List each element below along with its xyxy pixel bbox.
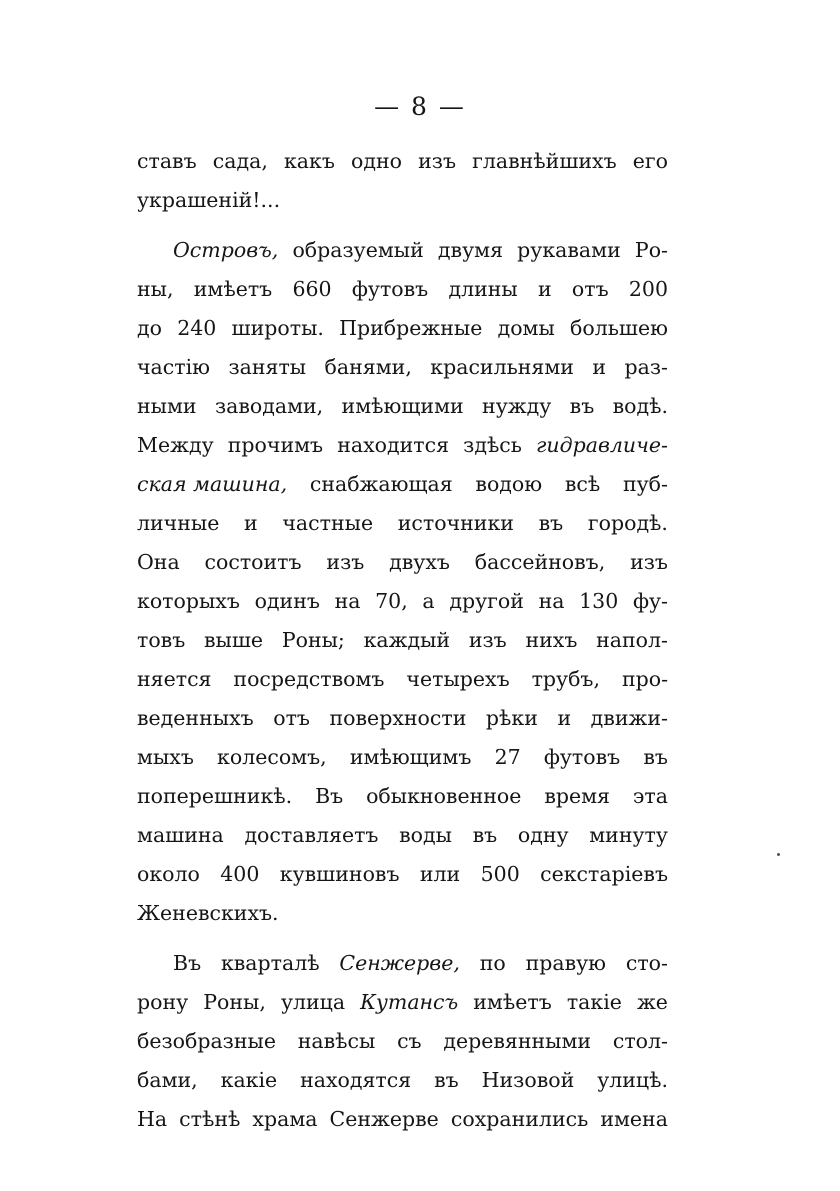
word: банями, xyxy=(324,355,412,379)
word: снабжающая xyxy=(309,472,453,496)
word: имѣющими xyxy=(341,394,464,418)
word: поверхности xyxy=(329,706,467,730)
word: находится xyxy=(337,433,450,457)
word: красильнями xyxy=(430,355,574,379)
text-line xyxy=(137,582,668,621)
word: какіе xyxy=(220,1068,278,1092)
word: пуб- xyxy=(622,472,668,496)
word: храма xyxy=(252,1107,318,1131)
word: время xyxy=(544,784,610,808)
word: четырехъ xyxy=(406,667,510,691)
word: другой xyxy=(449,589,524,613)
word: состоитъ xyxy=(204,550,302,574)
word: безобразные xyxy=(137,1029,276,1053)
text-line xyxy=(137,944,668,983)
word: 27 xyxy=(494,745,521,769)
word: которыхъ xyxy=(137,589,240,613)
word: деревянными xyxy=(443,1029,592,1053)
word: личные xyxy=(137,511,220,535)
word: имѣющимъ xyxy=(349,745,472,769)
word: его xyxy=(632,149,668,173)
word: 400 xyxy=(220,862,260,886)
word: секстаріевъ xyxy=(540,862,668,886)
text-line xyxy=(137,816,668,855)
word: воды xyxy=(399,823,452,847)
word: ными xyxy=(137,394,197,418)
page-number: — 8 — xyxy=(374,92,466,121)
word: Сенжерве xyxy=(329,1107,439,1131)
text-line xyxy=(137,270,668,309)
word: веденныхъ xyxy=(137,706,254,730)
word: образуемый xyxy=(292,238,424,262)
word: имена xyxy=(600,1107,668,1131)
word: частію xyxy=(137,355,211,379)
word: стѣнѣ xyxy=(179,1107,241,1131)
word: про- xyxy=(621,667,668,691)
word: имѣетъ xyxy=(473,990,552,1014)
word: кварталѣ xyxy=(220,951,320,975)
word: футовъ xyxy=(543,745,621,769)
text-line xyxy=(137,231,668,270)
word: раз- xyxy=(624,355,668,379)
word: правую xyxy=(525,951,607,975)
word: 200 xyxy=(628,277,668,301)
italic-word: гидравличе- xyxy=(536,433,668,457)
word: до xyxy=(137,316,162,340)
word: или xyxy=(419,862,461,886)
word: домы xyxy=(497,316,555,340)
word: всѣ xyxy=(564,472,601,496)
word: улицѣ. xyxy=(597,1068,668,1092)
word: и xyxy=(244,511,258,535)
word: главнѣйшихъ xyxy=(472,149,617,173)
body-text xyxy=(137,142,668,1139)
margin-dot xyxy=(777,853,780,856)
word: нужду xyxy=(482,394,552,418)
text-line xyxy=(137,181,668,220)
word: и xyxy=(537,277,552,301)
word: около xyxy=(137,862,200,886)
word: а xyxy=(422,589,435,613)
word: изъ xyxy=(326,550,365,574)
word: длины xyxy=(448,277,518,301)
word: машина xyxy=(137,823,224,847)
word: одинъ xyxy=(254,589,320,613)
word: движи- xyxy=(590,706,668,730)
word: кувшиновъ xyxy=(279,862,400,886)
text-line xyxy=(137,621,668,660)
text-line xyxy=(137,1022,668,1061)
word: Она xyxy=(137,550,180,574)
word: 500 xyxy=(480,862,520,886)
text-line xyxy=(137,777,668,816)
italic-word: ская машина, xyxy=(137,472,288,496)
word: обыкновенное xyxy=(366,784,522,808)
text-line xyxy=(137,894,668,933)
word: колесомъ, xyxy=(217,745,327,769)
word: ставъ xyxy=(137,149,197,173)
word: рукавами xyxy=(517,238,621,262)
word: находятся xyxy=(300,1068,412,1092)
word: навѣсы xyxy=(297,1029,376,1053)
word: выше xyxy=(204,628,264,652)
word: рѣки xyxy=(485,706,538,730)
text-line xyxy=(137,387,668,426)
word: источники xyxy=(397,511,514,535)
word: одну xyxy=(517,823,569,847)
word: трубъ, xyxy=(531,667,600,691)
word: какъ xyxy=(283,149,335,173)
word: стол- xyxy=(612,1029,668,1053)
word: ны, xyxy=(137,277,174,301)
word: городѣ. xyxy=(587,511,668,535)
word: сто- xyxy=(625,951,668,975)
word: сада, xyxy=(212,149,268,173)
word: въ xyxy=(643,745,668,769)
word: заводами, xyxy=(214,394,324,418)
word: въ xyxy=(538,511,564,535)
text-line xyxy=(137,309,668,348)
word: и xyxy=(592,355,607,379)
word: водѣ. xyxy=(612,394,668,418)
word: товъ xyxy=(137,628,186,652)
word: изъ xyxy=(418,149,456,173)
word: Прибрежные xyxy=(339,316,483,340)
word: съ xyxy=(397,1029,422,1053)
word: Женевскихъ. xyxy=(137,901,279,925)
word: Въ xyxy=(173,951,202,975)
word: Въ xyxy=(315,784,344,808)
word: Между xyxy=(137,433,214,457)
word: бами, xyxy=(137,1068,198,1092)
word: эта xyxy=(632,784,668,808)
word: прочимъ xyxy=(227,433,324,457)
word: отъ xyxy=(571,277,609,301)
word: поперешникѣ. xyxy=(137,784,293,808)
italic-word: Сенжерве, xyxy=(339,951,460,975)
word: на xyxy=(334,589,361,613)
word: Низовой xyxy=(481,1068,575,1092)
italic-word: Кутансъ xyxy=(360,990,459,1014)
word: Роны, xyxy=(203,990,266,1014)
text-line xyxy=(137,465,668,504)
word: доставляетъ xyxy=(244,823,379,847)
word: 660 xyxy=(292,277,332,301)
word: украшеній!... xyxy=(137,188,281,212)
word: На xyxy=(137,1107,168,1131)
text-line xyxy=(137,504,668,543)
word: частные xyxy=(282,511,374,535)
word: мыхъ xyxy=(137,745,194,769)
word: одно xyxy=(350,149,402,173)
word: улица xyxy=(280,990,346,1014)
text-line xyxy=(137,426,668,465)
word: бассейновъ, xyxy=(474,550,606,574)
word: и xyxy=(557,706,572,730)
word: нихъ xyxy=(525,628,578,652)
text-line xyxy=(137,543,668,582)
word: заняты xyxy=(228,355,307,379)
word: минуту xyxy=(589,823,668,847)
word: въ xyxy=(569,394,595,418)
word: же xyxy=(636,990,668,1014)
word: имѣетъ xyxy=(193,277,273,301)
word: двухъ xyxy=(389,550,450,574)
text-line xyxy=(137,738,668,777)
word: каждый xyxy=(363,628,451,652)
word: изъ xyxy=(468,628,507,652)
word: въ xyxy=(434,1068,459,1092)
word: широты. xyxy=(231,316,324,340)
word: Ро- xyxy=(634,238,668,262)
text-line xyxy=(137,699,668,738)
italic-word: Островъ, xyxy=(173,238,279,262)
word: отъ xyxy=(273,706,310,730)
word: здѣсь xyxy=(463,433,522,457)
word: 70, xyxy=(375,589,408,613)
text-line xyxy=(137,142,668,181)
word: 240 xyxy=(177,316,217,340)
word: на xyxy=(538,589,565,613)
word: по xyxy=(479,951,506,975)
word: посредствомъ xyxy=(233,667,385,691)
word: большею xyxy=(570,316,668,340)
word: въ xyxy=(472,823,498,847)
text-line xyxy=(137,1100,668,1139)
text-line xyxy=(137,855,668,894)
word: такіе xyxy=(566,990,622,1014)
text-line xyxy=(137,983,668,1022)
word: напол- xyxy=(596,628,668,652)
word: Роны; xyxy=(281,628,345,652)
word: футовъ xyxy=(351,277,429,301)
word: изъ xyxy=(630,550,668,574)
text-line xyxy=(137,348,668,387)
word: рону xyxy=(137,990,189,1014)
word: 130 xyxy=(579,589,619,613)
word: водою xyxy=(475,472,543,496)
word: няется xyxy=(137,667,212,691)
text-line xyxy=(137,1061,668,1100)
text-line xyxy=(137,660,668,699)
word: двумя xyxy=(437,238,504,262)
word: фу- xyxy=(632,589,668,613)
word: сохранились xyxy=(450,1107,589,1131)
